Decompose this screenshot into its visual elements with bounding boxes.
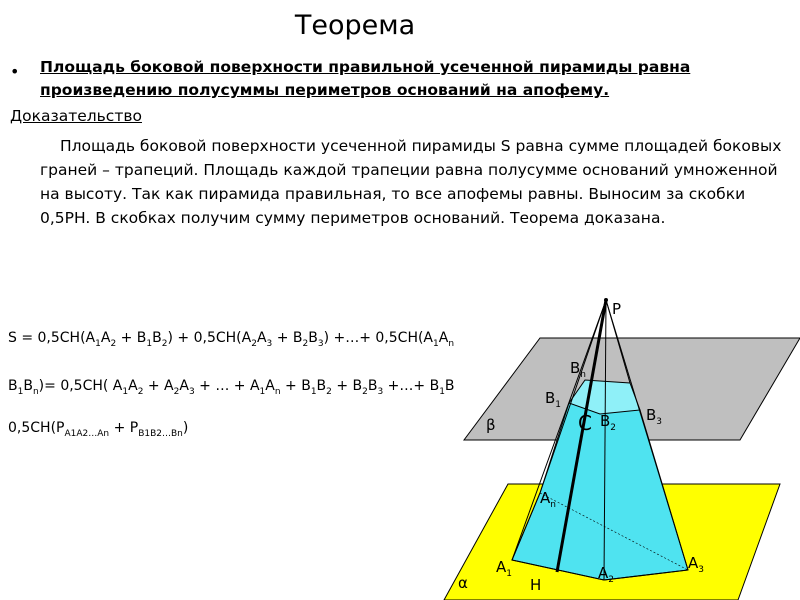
formula-line-3: $0,5CH(P_{A1A2\dots An} + P_{B1B2\dots Bn})$ xyxy=(8,420,189,439)
label-c: C xyxy=(578,411,592,435)
label-a1: $A_1$ xyxy=(496,558,512,579)
proof-label: Доказательство xyxy=(10,107,142,125)
label-h: H xyxy=(530,576,542,594)
theorem-statement: Площадь боковой поверхности правильной усеченной пирамиды равна произведению полусуммы периметров оснований на апофему. xyxy=(40,58,691,99)
label-an: $A_n$ xyxy=(540,489,556,510)
label-p: P xyxy=(612,300,622,318)
formula-line-1: $S = 0,5CH(A_1A_2 + B_1B_2) + 0,5CH(A_2A_3 + B_2B_3)$ +…+ $0,5CH(A_1A_n$ xyxy=(8,330,455,349)
label-b2: $B_2$ xyxy=(600,412,617,433)
label-a3: $A_3$ xyxy=(688,554,704,575)
label-b1: $B_1$ xyxy=(545,389,562,410)
label-beta: β xyxy=(486,416,496,434)
label-b3: $B_3$ xyxy=(646,406,663,427)
label-a2: $A_2$ xyxy=(598,564,614,585)
apex-point xyxy=(604,298,608,302)
slide-title: Теорема xyxy=(294,10,416,41)
bullet-icon: • xyxy=(10,62,20,81)
proof-text: Площадь боковой поверхности усеченной пирамиды S равна сумме площадей боковых граней – трапеций. Площадь каждой трапеции равна полусумме оснований умноженной на высоту. Так как пирамида правильная, то все апофемы равны. Выносим за скобки 0,5PH. В скобках получим сумму периметров оснований. Теорема доказана. xyxy=(40,137,782,227)
formula-line-2: $B_1B_n)= 0,5CH$( $A_1A_2 + A_2A_3$ + … + $A_1A_n + B_1B_2 + B_2B_3$ +…+ $B_1B$ xyxy=(8,378,455,397)
label-alpha: α xyxy=(458,574,468,592)
label-bn: $B_n$ xyxy=(570,359,587,380)
